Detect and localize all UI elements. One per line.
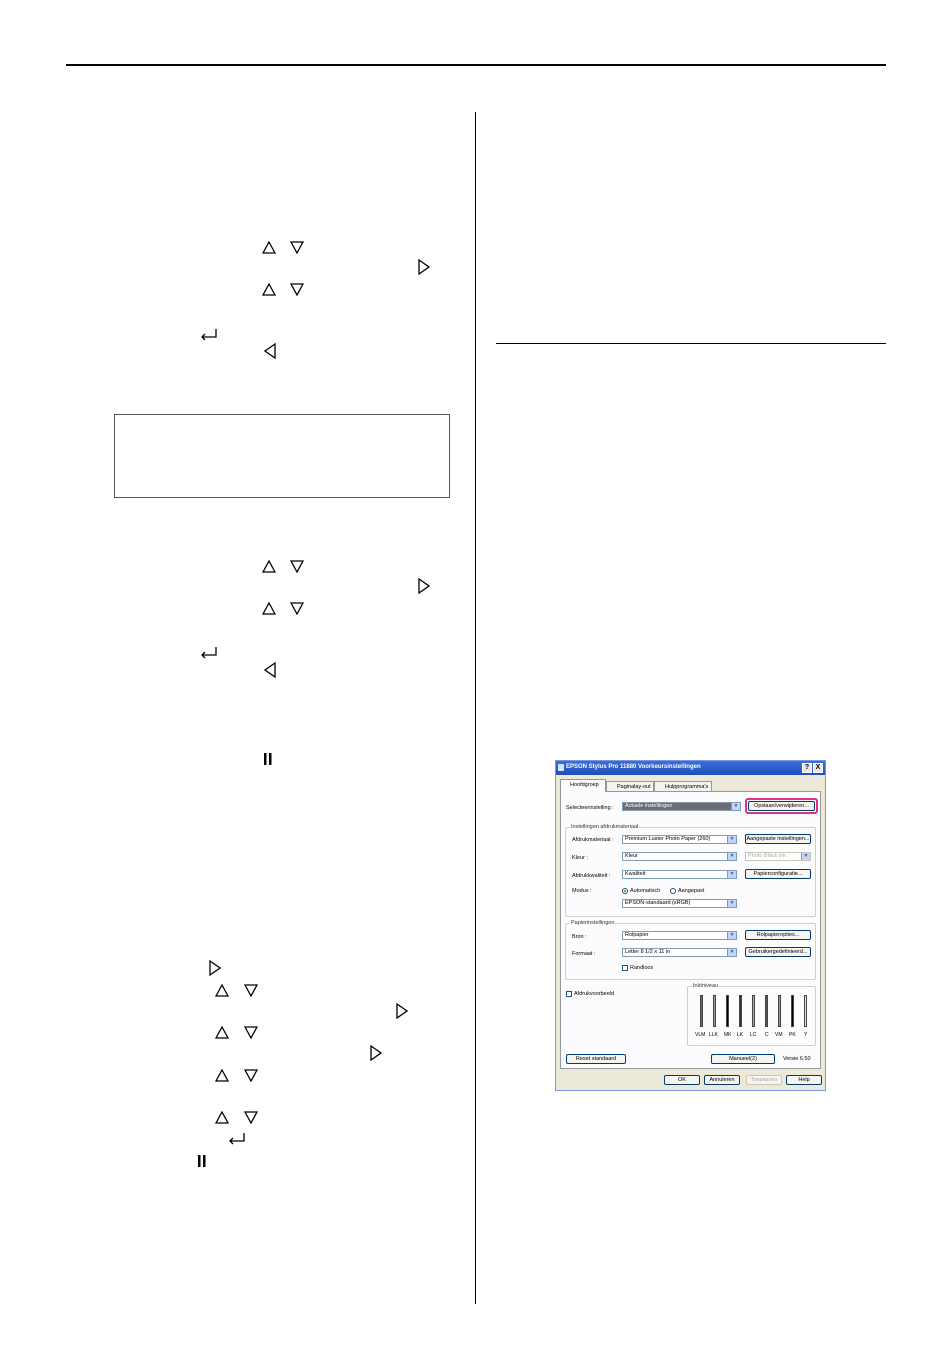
manual-button[interactable]: Manueel(2) [711, 1054, 775, 1064]
triangle-down-icon [244, 1026, 258, 1039]
select-setting-label: Selecteerinstelling : [566, 805, 614, 811]
triangle-down-icon [244, 1111, 258, 1124]
media-type-label: Afdrukmateriaal : [572, 837, 614, 843]
printer-preferences-dialog [555, 760, 826, 1091]
ink-bar-vm [778, 995, 781, 1027]
tab-panel-main [560, 791, 821, 1069]
close-icon[interactable]: X [813, 763, 823, 773]
ink-label: LK [737, 1032, 744, 1038]
ink-label: VM [775, 1032, 783, 1038]
ok-button[interactable]: OK [664, 1075, 700, 1085]
media-type-value: Premium Luster Photo Paper (260) [625, 836, 711, 842]
help-icon[interactable]: ? [802, 763, 812, 773]
chevron-down-icon: ▼ [731, 803, 740, 810]
borderless-checkbox[interactable] [622, 965, 628, 971]
reset-default-button[interactable]: Reset standaard [566, 1054, 626, 1064]
triangle-down-icon [244, 984, 258, 997]
black-ink-dropdown[interactable] [745, 852, 811, 861]
ink-bar-lc [752, 995, 755, 1027]
mode-auto-radio[interactable] [622, 888, 628, 894]
mode-value: EPSON-standaard (sRGB) [625, 900, 691, 906]
media-settings-group [565, 824, 816, 917]
ink-label: MK [724, 1032, 732, 1038]
ink-level-group [687, 983, 816, 1046]
pause-icon [264, 752, 272, 766]
black-ink-value: Photo Black ink [748, 853, 786, 859]
section-rule [496, 343, 886, 344]
ink-bar-c [765, 995, 768, 1027]
ink-label: Y [804, 1032, 808, 1038]
pause-icon [198, 1154, 206, 1168]
select-setting-value: Actuele instellingen [625, 803, 673, 809]
triangle-down-icon [290, 602, 304, 615]
ink-label: C [765, 1032, 769, 1038]
select-setting-dropdown[interactable] [622, 802, 741, 811]
source-dropdown[interactable] [622, 931, 737, 940]
apply-button[interactable]: Toepassen [746, 1075, 782, 1085]
chevron-down-icon: ▼ [727, 900, 736, 907]
mode-dropdown[interactable] [622, 899, 737, 908]
color-label: Kleur : [572, 855, 588, 861]
tab-label: Hoofdgroep [570, 782, 599, 788]
highlight-frame [745, 798, 818, 814]
paper-settings-group [565, 920, 816, 980]
user-defined-button[interactable]: Gebruikergedefinieerd... [745, 947, 811, 957]
triangle-down-icon [290, 560, 304, 573]
source-value: Rolpapier [625, 932, 649, 938]
tab-main[interactable] [560, 779, 606, 792]
triangle-right-icon [418, 259, 430, 275]
cancel-button[interactable]: Annuleren [704, 1075, 740, 1085]
printer-app-icon [558, 764, 564, 771]
group-title: Instellingen afdrukmateriaal [571, 824, 639, 830]
triangle-right-icon [418, 578, 430, 594]
enter-key-icon [227, 1132, 247, 1145]
ink-bar-vlm [700, 995, 703, 1027]
ink-label: LLK [709, 1032, 718, 1038]
ink-bar-mk [726, 995, 729, 1027]
chevron-down-icon: ▼ [727, 853, 736, 860]
column-divider [475, 112, 476, 1304]
help-button[interactable]: Help [786, 1075, 822, 1085]
paper-config-button[interactable]: Papierconfiguratie... [745, 869, 811, 879]
group-title: Inktniveau [693, 983, 719, 989]
ink-label: VLM [695, 1032, 706, 1038]
size-value: Letter 8 1/2 x 11 in [625, 949, 671, 955]
group-title: Papierinstellingen [571, 920, 615, 926]
triangle-up-icon [215, 1026, 229, 1039]
size-label: Formaat : [572, 951, 596, 957]
ink-bar-llk [713, 995, 716, 1027]
borderless-label: Randloos [630, 965, 654, 971]
triangle-left-icon [264, 343, 276, 359]
header-rule [66, 64, 886, 66]
chevron-down-icon: ▼ [801, 853, 810, 860]
chevron-down-icon: ▼ [727, 871, 736, 878]
triangle-up-icon [262, 602, 276, 615]
mode-custom-radio[interactable] [670, 888, 676, 894]
triangle-up-icon [215, 984, 229, 997]
color-dropdown[interactable] [622, 852, 737, 861]
chevron-down-icon: ▼ [727, 949, 736, 956]
preview-label: Afdrukvoorbeeld [574, 991, 615, 997]
triangle-up-icon [262, 560, 276, 573]
ink-bar-y [804, 995, 807, 1027]
triangle-right-icon [209, 960, 221, 976]
ink-label: PK [789, 1032, 796, 1038]
triangle-down-icon [290, 241, 304, 254]
quality-value: Kwaliteit [625, 871, 646, 877]
color-value: Kleur [625, 853, 638, 859]
enter-key-icon [199, 646, 219, 659]
mode-auto-label: Automatisch [630, 888, 661, 894]
media-type-dropdown[interactable] [622, 835, 737, 844]
triangle-up-icon [262, 283, 276, 296]
source-label: Bron : [572, 934, 587, 940]
size-dropdown[interactable] [622, 948, 737, 957]
tab-label: Hulpprogramma's [665, 784, 709, 790]
triangle-down-icon [290, 283, 304, 296]
enter-key-icon [199, 328, 219, 341]
ink-bar-pk [791, 995, 794, 1027]
chevron-down-icon: ▼ [727, 932, 736, 939]
chevron-down-icon: ▼ [727, 836, 736, 843]
roll-options-button[interactable]: Rolpapieropties... [745, 930, 811, 940]
ink-bar-lk [739, 995, 742, 1027]
triangle-up-icon [215, 1111, 229, 1124]
triangle-up-icon [262, 241, 276, 254]
preview-checkbox[interactable] [566, 991, 572, 997]
save-delete-button[interactable]: Opslaan/verwijderen... [748, 801, 815, 811]
triangle-left-icon [264, 662, 276, 678]
triangle-down-icon [244, 1069, 258, 1082]
dialog-title-bar [556, 761, 825, 775]
note-box [114, 414, 450, 498]
ink-label: LC [750, 1032, 757, 1038]
triangle-right-icon [396, 1003, 408, 1019]
quality-label: Afdrukkwaliteit : [572, 873, 611, 879]
quality-dropdown[interactable] [622, 870, 737, 879]
custom-settings-button[interactable]: Aangepaste instellingen... [746, 836, 810, 842]
triangle-up-icon [215, 1069, 229, 1082]
tab-label: Paginalay-out [617, 784, 651, 790]
triangle-right-icon [370, 1045, 382, 1061]
version-label: Versie 6.50 [783, 1056, 811, 1062]
dialog-title: EPSON Stylus Pro 11880 Voorkeursinstellingen [566, 764, 701, 770]
mode-label: Modus : [572, 888, 592, 894]
mode-custom-label: Aangepast [678, 888, 705, 894]
